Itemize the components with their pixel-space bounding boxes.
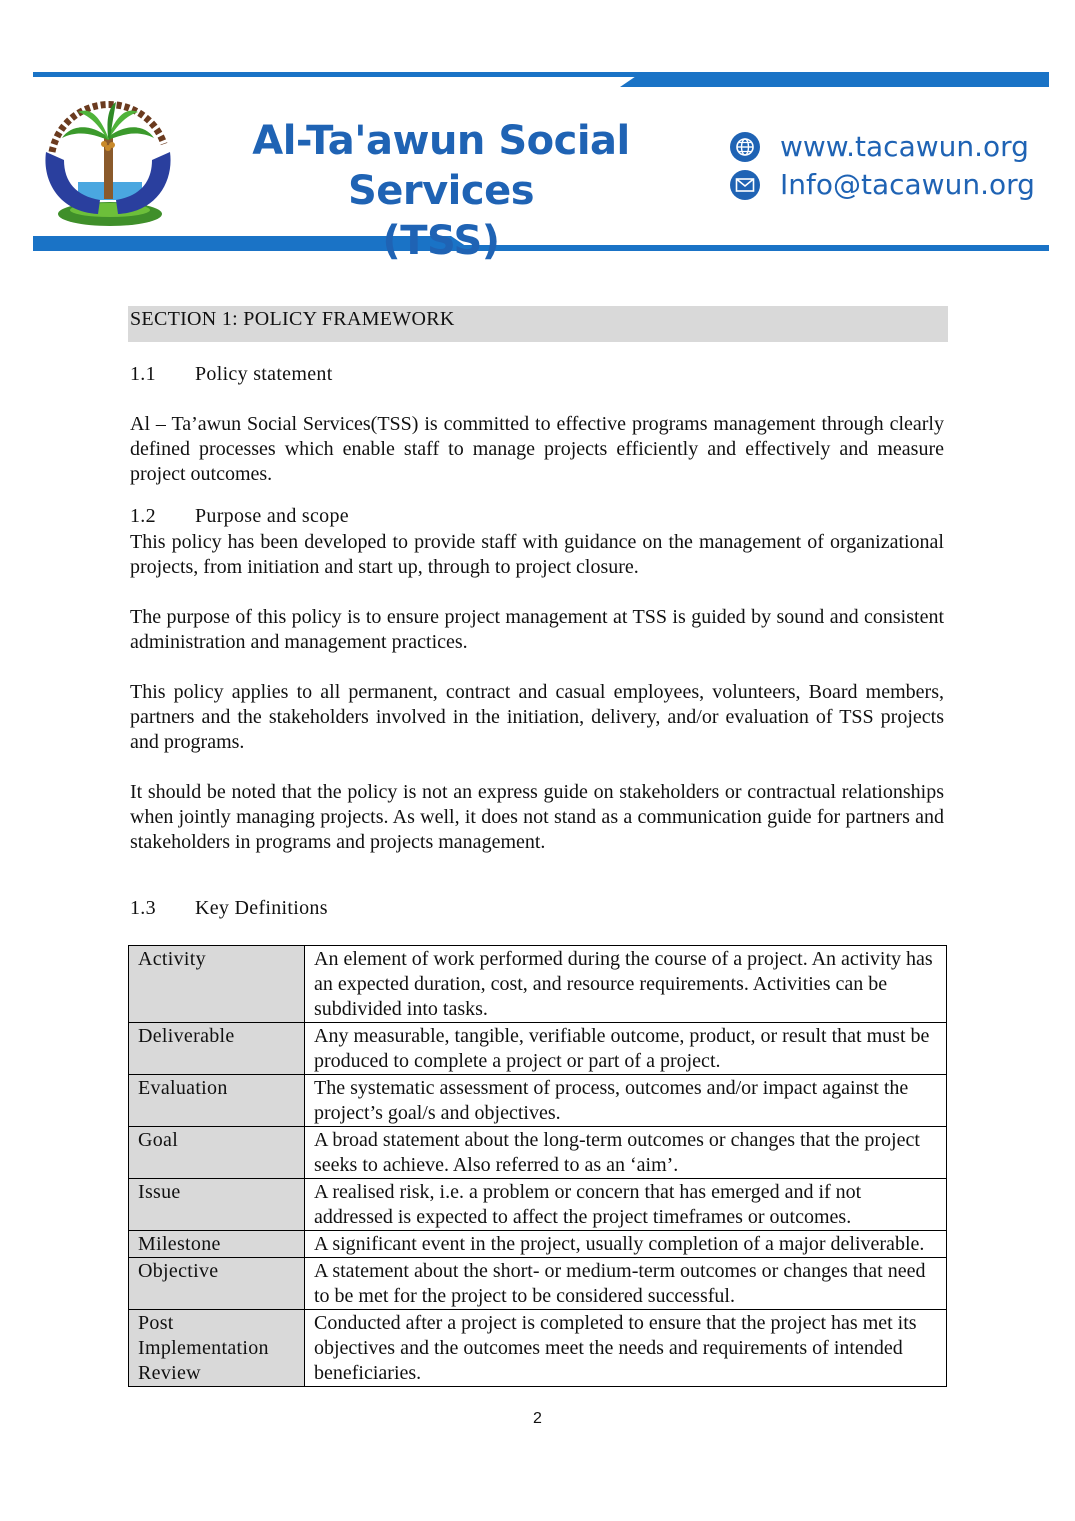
subsection-title: Policy statement — [195, 363, 333, 385]
envelope-icon — [730, 170, 760, 200]
website-contact[interactable] — [730, 130, 1029, 163]
definition-term: Milestone — [129, 1231, 305, 1258]
subsection-number: 1.3 — [130, 897, 156, 919]
header-top-accent — [620, 72, 1049, 87]
organization-name-line2: (TSS) — [382, 218, 500, 264]
letterhead — [0, 0, 1075, 264]
definition-term: Objective — [129, 1258, 305, 1310]
table-row — [129, 1231, 947, 1258]
purpose-paragraph-4: It should be noted that the policy is not an express guide on stakeholders or contractual relationships when jointly managing projects. As well, it does not stand as a communication guide for partners and stakeholders in programs and projects management. — [130, 781, 944, 853]
definition-term: Issue — [129, 1179, 305, 1231]
definition-term: Evaluation — [129, 1075, 305, 1127]
email-contact[interactable] — [730, 168, 1035, 201]
definitions-table — [128, 945, 947, 1387]
purpose-paragraph-3: This policy applies to all permanent, contract and casual employees, volunteers, Board members, partners and the stakeholders involved in the initiation, delivery, and/or evaluation of TSS projects and programs. — [130, 681, 944, 753]
organization-name-line1: Al-Ta'awun Social Services — [252, 118, 630, 214]
globe-icon — [730, 132, 760, 162]
definition-text: A significant event in the project, usually completion of a major deliverable. — [305, 1231, 947, 1258]
purpose-paragraph-2: The purpose of this policy is to ensure project management at TSS is guided by sound and consistent administration and management practices. — [130, 606, 944, 653]
purpose-paragraph-1: This policy has been developed to provide staff with guidance on the management of organizational projects, from initiation and start up, through to project closure. — [130, 531, 944, 578]
definition-term: Deliverable — [129, 1023, 305, 1075]
table-row — [129, 1023, 947, 1075]
table-row — [129, 1075, 947, 1127]
page-number: 2 — [533, 1410, 542, 1427]
definition-text: An element of work performed during the course of a project. An activity has an expected duration, cost, and resource requirements. Activities can be subdivided into tasks. — [305, 946, 947, 1023]
table-row — [129, 1258, 947, 1310]
subsection-number: 1.1 — [130, 363, 156, 385]
table-row — [129, 1310, 947, 1387]
policy-statement-paragraph: Al – Ta’awun Social Services(TSS) is committed to effective programs management through clearly defined processes which enable staff to manage projects efficiently and effectively and measure project outcomes. — [130, 413, 944, 485]
definition-text: A broad statement about the long-term outcomes or changes that the project seeks to achieve. Also referred to as an ‘aim’. — [305, 1127, 947, 1179]
organization-logo — [38, 82, 178, 232]
subsection-title: Key Definitions — [195, 897, 328, 919]
definition-text: The systematic assessment of process, outcomes and/or impact against the project’s goal/s and objectives. — [305, 1075, 947, 1127]
definition-term: Goal — [129, 1127, 305, 1179]
section-heading: SECTION 1: POLICY FRAMEWORK — [130, 308, 455, 330]
definition-text: Conducted after a project is completed to ensure that the project has met its objectives and the outcomes meet the needs and requirements of intended beneficiaries. — [305, 1310, 947, 1387]
table-row — [129, 946, 947, 1023]
table-row — [129, 1127, 947, 1179]
subsection-heading-1-3 — [130, 897, 328, 920]
subsection-title: Purpose and scope — [195, 505, 349, 527]
definition-term: Activity — [129, 946, 305, 1023]
subsection-heading-1-2 — [130, 505, 349, 528]
definition-text: A realised risk, i.e. a problem or concern that has emerged and if not addressed is expected to affect the project timeframes or outcomes. — [305, 1179, 947, 1231]
definition-text: A statement about the short- or medium-term outcomes or changes that need to be met for the project to be considered successful. — [305, 1258, 947, 1310]
definition-text: Any measurable, tangible, verifiable outcome, product, or result that must be produced to complete a project or part of a project. — [305, 1023, 947, 1075]
subsection-number: 1.2 — [130, 505, 156, 527]
subsection-heading-1-1 — [130, 363, 333, 386]
email-link[interactable]: Info@tacawun.org — [780, 168, 1035, 201]
table-row — [129, 1179, 947, 1231]
section-heading-band — [128, 306, 948, 342]
website-link[interactable]: www.tacawun.org — [780, 130, 1029, 163]
organization-name — [186, 116, 696, 266]
definition-term: Post Implementation Review — [129, 1310, 305, 1387]
